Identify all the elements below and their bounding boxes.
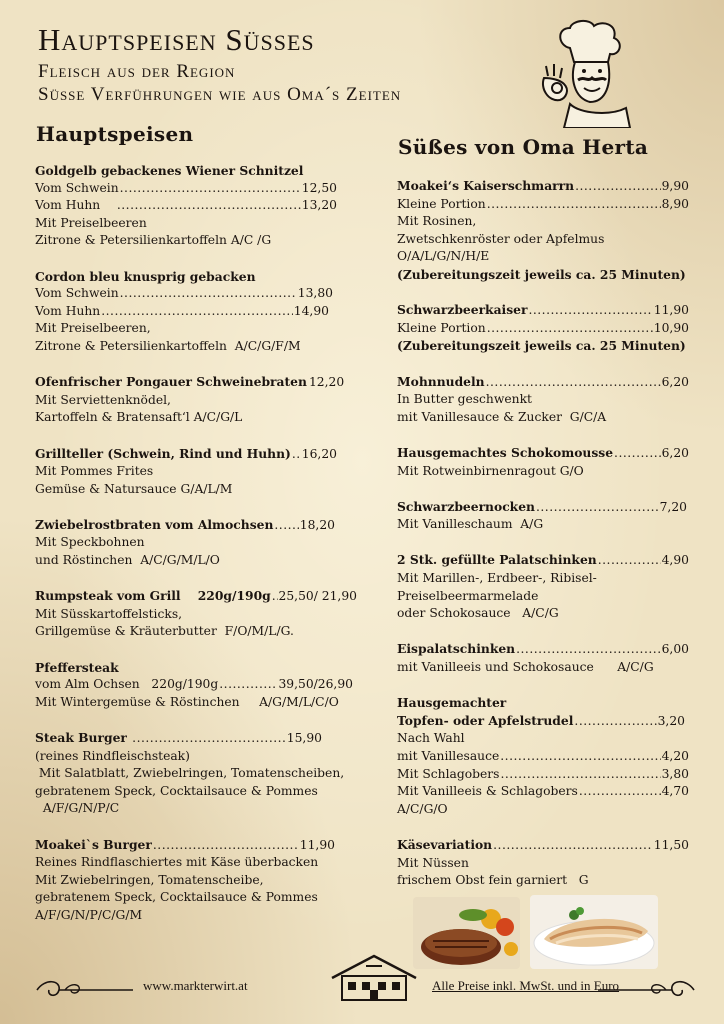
price-note: Alle Preise inkl. MwSt. und in Euro bbox=[432, 978, 620, 993]
item-price: 6,20 bbox=[661, 445, 689, 460]
item-note: (Zubereitungszeit jeweils ca. 25 Minuten) bbox=[397, 338, 686, 354]
item-title: Hausgemachtes Schokomousse bbox=[397, 444, 614, 460]
menu-item-schweinebraten bbox=[35, 373, 345, 427]
item-desc: Zitrone & Petersilienkartoffeln A/C /G bbox=[35, 233, 272, 248]
menu-item-palatschinken bbox=[397, 551, 697, 622]
item-desc: Preiselbeermarmelade bbox=[397, 588, 539, 603]
item-option: Mit Schlagobers bbox=[397, 766, 500, 781]
item-desc: In Butter geschwenkt bbox=[397, 392, 532, 407]
item-price: 15,90 bbox=[286, 731, 322, 745]
menu-item-moakeis-burger bbox=[35, 836, 345, 925]
item-desc: A/F/G/N/P/C/G/M bbox=[35, 907, 143, 922]
item-price: 25,50/ 21,90 bbox=[278, 589, 357, 604]
item-desc: Mit Süsskartoffelsticks, bbox=[35, 606, 183, 621]
item-option: Vom Schwein bbox=[35, 180, 119, 195]
item-price: 4,90 bbox=[661, 553, 689, 568]
chef-icon bbox=[530, 18, 640, 128]
item-title: Steak Burger bbox=[35, 730, 132, 745]
item-desc: Mit Wintergemüse & Röstinchen A/G/M/L/C/O bbox=[35, 694, 339, 709]
item-title: Topfen- oder Apfelstrudel bbox=[397, 712, 574, 728]
item-desc: Mit Rotweinbirnenragout G/O bbox=[397, 463, 584, 478]
menu-item-grillteller bbox=[35, 445, 345, 499]
menu-item-kaiserschmarrn bbox=[397, 177, 697, 284]
item-desc: Nach Wahl bbox=[397, 731, 465, 746]
item-price: 11,90 bbox=[299, 837, 335, 852]
item-price: 18,20 bbox=[299, 517, 335, 532]
item-desc: Gemüse & Natursauce G/A/L/M bbox=[35, 481, 233, 496]
item-title: Moakei‘s Kaiserschmarrn bbox=[397, 178, 575, 193]
item-desc: oder Schokosauce A/C/G bbox=[397, 606, 559, 621]
item-desc: mit Vanilleeis und Schokosauce A/C/G bbox=[397, 660, 654, 675]
item-desc: Mit Speckbohnen bbox=[35, 535, 145, 550]
item-title: Eispalatschinken bbox=[397, 641, 516, 657]
menu-item-cordon-bleu bbox=[35, 268, 345, 356]
item-price: 4,20 bbox=[661, 749, 689, 763]
item-desc: Mit Vanilleschaum A/G bbox=[397, 517, 544, 532]
menu-item-schnitzel bbox=[35, 162, 345, 250]
item-price: 4,70 bbox=[661, 784, 689, 799]
item-option: Vom Schwein bbox=[35, 286, 119, 301]
subtitle-sweets: Süsse Verführungen wie aus Oma´s Zeiten bbox=[38, 84, 402, 105]
subtitle-region: Fleisch aus der Region bbox=[38, 61, 236, 82]
item-desc: Kartoffeln & Bratensaft‘l A/C/G/L bbox=[35, 410, 243, 425]
item-desc: frischem Obst fein garniert G bbox=[397, 873, 589, 888]
item-desc: Mit Marillen-, Erdbeer-, Ribisel- bbox=[397, 571, 597, 586]
menu-item-eispalatschinken bbox=[397, 640, 697, 676]
item-title: Cordon bleu knusprig gebacken bbox=[35, 268, 256, 284]
item-price: 39,50/26,90 bbox=[278, 677, 353, 692]
strudel-photo bbox=[530, 895, 658, 969]
item-desc: Mit Pommes Frites bbox=[35, 464, 154, 479]
item-price: 12,20 bbox=[308, 375, 345, 390]
menu-item-pfeffersteak bbox=[35, 659, 353, 712]
item-title: Hausgemachter bbox=[397, 695, 507, 711]
item-desc: Zitrone & Petersilienkartoffeln A/C/G/F/M bbox=[35, 338, 301, 353]
item-desc: mit Vanillesauce & Zucker G/C/A bbox=[397, 409, 607, 424]
item-price: 3,20 bbox=[657, 713, 685, 728]
item-title: Ofenfrischer Pongauer Schweinebraten bbox=[35, 374, 307, 390]
item-title: Goldgelb gebackenes Wiener Schnitzel bbox=[35, 163, 304, 178]
item-price: 14,90 bbox=[293, 303, 329, 318]
item-price: 11,90 bbox=[653, 303, 689, 318]
item-desc: Mit Serviettenknödel, bbox=[35, 392, 171, 407]
ornament-left-icon bbox=[35, 976, 135, 1002]
item-title: Käsevariation bbox=[397, 836, 493, 852]
item-desc: A/F/G/N/P/C bbox=[35, 801, 120, 816]
item-note: (Zubereitungszeit jeweils ca. 25 Minuten) bbox=[397, 266, 686, 282]
sweets-list bbox=[397, 177, 697, 907]
menu-item-schokomousse bbox=[397, 444, 697, 480]
item-option: mit Vanillesauce bbox=[397, 749, 500, 763]
item-desc: Mit Preiselbeeren, bbox=[35, 321, 151, 336]
item-price: 12,50 bbox=[301, 180, 337, 195]
item-price: 13,80 bbox=[297, 286, 333, 301]
item-price: 8,90 bbox=[661, 196, 689, 211]
item-desc: und Röstinchen A/C/G/M/L/O bbox=[35, 553, 220, 568]
item-price: 9,90 bbox=[661, 179, 689, 193]
item-desc: O/A/L/G/N/H/E bbox=[397, 249, 490, 264]
item-desc: Mit Salatblatt, Zwiebelringen, Tomatenscheiben, bbox=[35, 766, 345, 781]
item-desc: (reines Rindfleischsteak) bbox=[35, 748, 190, 763]
website-link[interactable]: www.markterwirt.at bbox=[143, 978, 248, 993]
item-desc: Mit Preiselbeeren bbox=[35, 215, 147, 230]
item-desc: A/C/G/O bbox=[397, 801, 448, 816]
item-desc: Reines Rindflaschiertes mit Käse überbacken bbox=[35, 855, 319, 870]
item-title: 2 Stk. gefüllte Palatschinken bbox=[397, 552, 597, 568]
item-title: Zwiebelrostbraten vom Almochsen bbox=[35, 516, 274, 532]
item-price: 16,20 bbox=[301, 446, 337, 461]
item-price: 10,90 bbox=[653, 320, 689, 335]
item-option: Vom Huhn bbox=[35, 198, 116, 213]
item-title: Schwarzbeernocken bbox=[397, 498, 535, 514]
item-option: Vom Huhn bbox=[35, 303, 101, 318]
item-desc: Grillgemüse & Kräuterbutter F/O/M/L/G. bbox=[35, 624, 294, 639]
item-desc: gebratenem Speck, Cocktailsauce & Pommes bbox=[35, 890, 318, 905]
menu-header bbox=[38, 22, 401, 106]
item-price: 11,50 bbox=[653, 837, 689, 852]
item-price: 3,80 bbox=[661, 766, 689, 781]
house-logo-icon bbox=[326, 952, 422, 1004]
menu-item-schwarzbeerkaiser bbox=[397, 301, 697, 355]
steak-photo bbox=[413, 897, 520, 969]
item-price: 6,00 bbox=[661, 642, 689, 657]
item-price: 7,20 bbox=[659, 499, 687, 514]
menu-item-mohnnudeln bbox=[397, 373, 697, 427]
page-title: Hauptspeisen Süsses bbox=[38, 22, 315, 57]
item-title: Moakei`s Burger bbox=[35, 836, 152, 852]
item-price: 13,20 bbox=[301, 198, 337, 213]
item-option: Kleine Portion bbox=[397, 320, 486, 335]
item-desc: Mit Nüssen bbox=[397, 855, 469, 870]
item-title: Grillteller (Schwein, Rind und Huhn) bbox=[35, 445, 291, 461]
menu-item-steak-burger bbox=[35, 729, 345, 818]
item-option: vom Alm Ochsen 220g/190g bbox=[35, 677, 219, 692]
item-desc: Zwetschkenröster oder Apfelmus bbox=[397, 231, 605, 246]
item-option: Mit Vanilleeis & Schlagobers bbox=[397, 784, 578, 799]
item-desc: Mit Rosinen, bbox=[397, 214, 477, 229]
item-option: Kleine Portion bbox=[397, 196, 486, 211]
item-title: Schwarzbeerkaiser bbox=[397, 302, 528, 318]
item-desc: Mit Zwiebelringen, Tomatenscheibe, bbox=[35, 872, 264, 887]
menu-item-schwarzbeernocken bbox=[397, 498, 697, 534]
item-title: Mohnnudeln bbox=[397, 373, 485, 389]
mains-list bbox=[35, 162, 357, 942]
item-price: 6,20 bbox=[661, 374, 689, 389]
item-title: Rumpsteak vom Grill 220g/190g bbox=[35, 588, 271, 604]
menu-item-strudel bbox=[397, 694, 697, 818]
menu-item-zwiebelrostbraten bbox=[35, 516, 345, 570]
item-title: Pfeffersteak bbox=[35, 659, 119, 675]
section-heading-sweets: Süßes von Oma Herta bbox=[398, 135, 649, 159]
menu-item-kaesevariation bbox=[397, 836, 697, 890]
section-heading-mains: Hauptspeisen bbox=[36, 122, 194, 146]
menu-item-rumpsteak bbox=[35, 587, 357, 641]
item-desc: gebratenem Speck, Cocktailsauce & Pommes bbox=[35, 783, 318, 798]
